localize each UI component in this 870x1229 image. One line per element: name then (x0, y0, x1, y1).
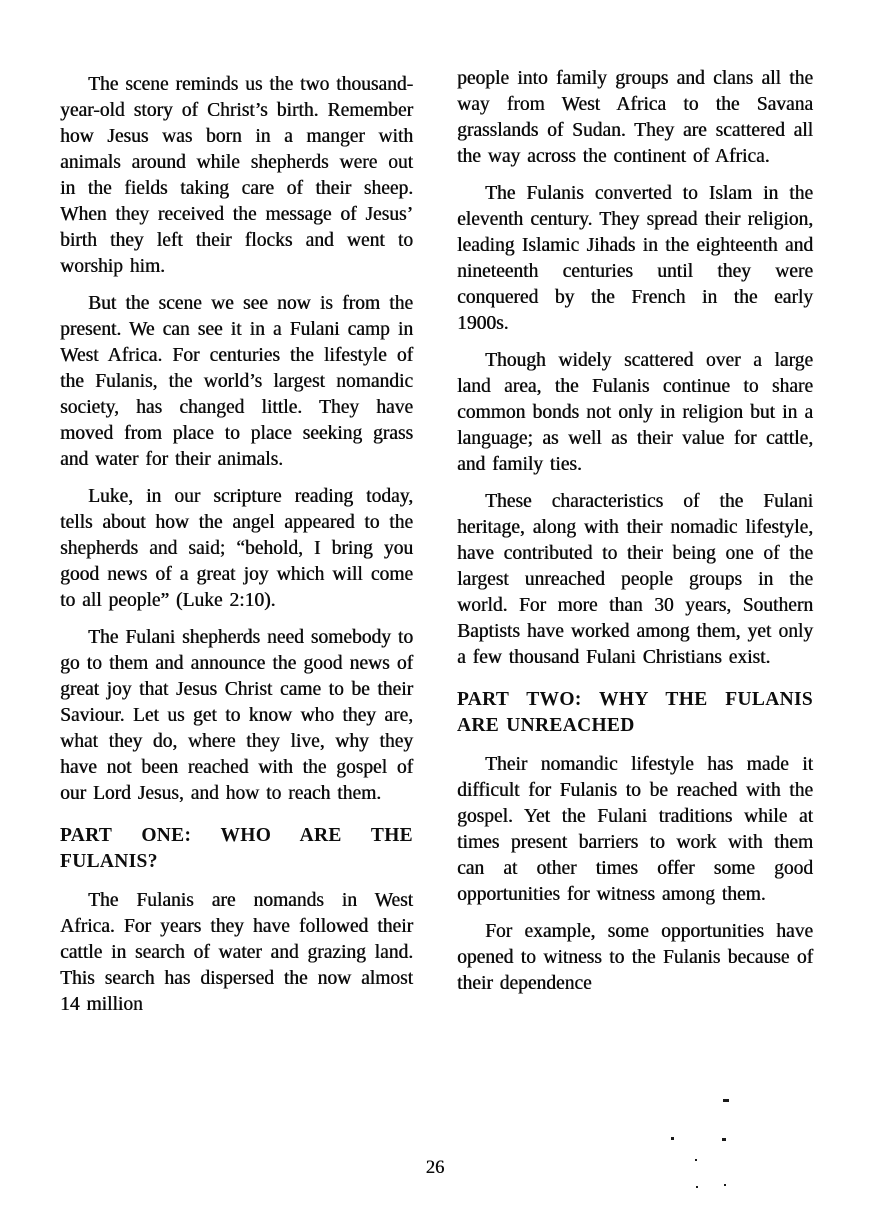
section-heading-part-one: PART ONE: WHO ARE THE FULANIS? (60, 825, 413, 872)
body-paragraph: Luke, in our scripture reading today, tells about how the angel appeared to the shepherds and said; “behold, I bring you good news of a great joy which will come to all people” (Luke 2:10). (60, 486, 413, 611)
scan-speck (724, 1184, 726, 1186)
right-column (457, 66, 813, 1008)
body-paragraph: Their nomandic lifestyle has made it difficult for Fulanis to be reached with the gospel. Yet the Fulani traditions while at times present barriers to work with them can at other times offer some good opportunities for witness among them. (457, 754, 813, 905)
scan-speck (723, 1099, 729, 1102)
body-paragraph: The Fulani shepherds need somebody to go to them and announce the good news of great joy that Jesus Christ came to be their Saviour. Let us get to know who they are, what they do, where they live, why they have not been reached with the gospel of our Lord Jesus, and how to reach them. (60, 627, 413, 804)
scan-speck (696, 1186, 698, 1188)
page-number: 26 (425, 1158, 445, 1178)
scan-speck (722, 1138, 726, 1141)
scan-speck (671, 1137, 674, 1140)
body-paragraph: The scene reminds us the two thousand-year-old story of Christ’s birth. Remember how Jesus was born in a manger with animals around while shepherds were out in the fields taking care of their sheep. When they received the message of Jesus’ birth they left their flocks and went to worship him. (60, 74, 414, 277)
section-heading-part-two: PART TWO: WHY THE FULANIS ARE UNREACHED (457, 689, 813, 736)
scan-speck (695, 1159, 697, 1161)
body-paragraph: But the scene we see now is from the present. We can see it in a Fulani camp in West Africa. For centuries the lifestyle of the Fulanis, the world’s largest nomandic society, has changed little. They have moved from place to place seeking grass and water for their animals. (60, 293, 413, 470)
body-paragraph: The Fulanis converted to Islam in the eleventh century. They spread their religion, leading Islamic Jihads in the eighteenth and nineteenth centuries until they were conquered by the French in the early 1900s. (457, 183, 813, 334)
body-paragraph: The Fulanis are nomands in West Africa. For years they have followed their cattle in search of water and grazing land. This search has dispersed the now almost 14 million (60, 890, 413, 1015)
left-column (60, 72, 413, 1029)
body-paragraph: These characteristics of the Fulani heritage, along with their nomadic lifestyle, have contributed to their being one of the largest unreached people groups in the world. For more than 30 years, Southern Baptists have worked among them, yet only a few thousand Fulani Christians exist. (457, 491, 813, 668)
body-paragraph-continuation: people into family groups and clans all the way from West Africa to the Savana grasslands of Sudan. They are scattered all the way across the continent of Africa. (457, 68, 813, 167)
body-paragraph: For example, some opportunities have opened to witness to the Fulanis because of their dependence (457, 921, 813, 994)
body-paragraph: Though widely scattered over a large land area, the Fulanis continue to share common bonds not only in religion but in a language; as well as their value for cattle, and family ties. (457, 350, 813, 475)
